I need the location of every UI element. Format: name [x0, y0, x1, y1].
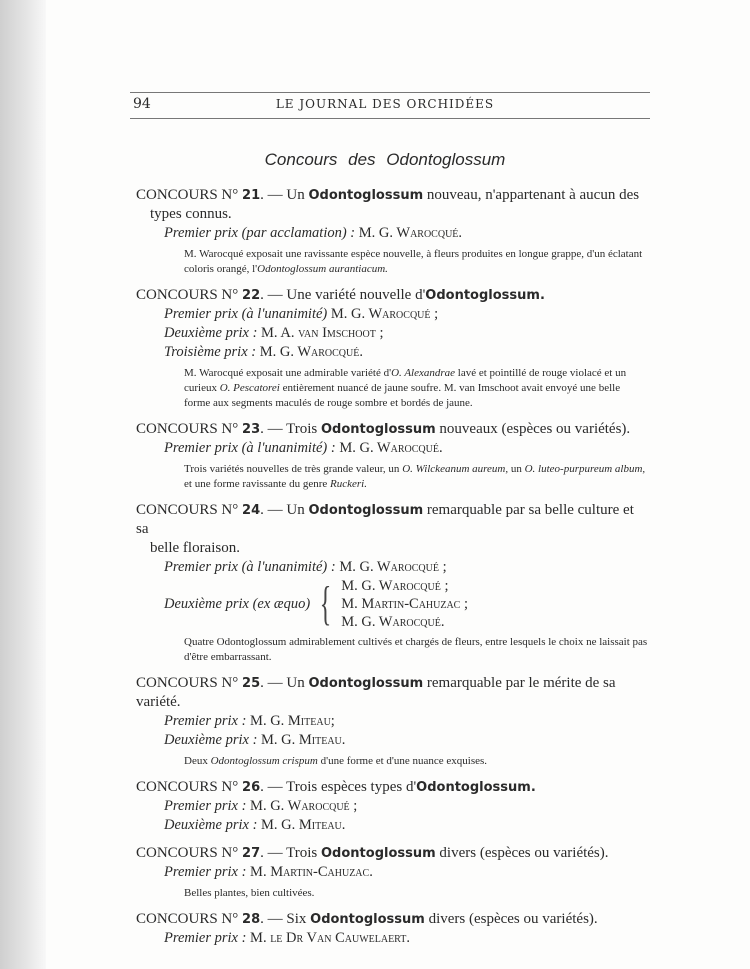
concours-dash: . — Trois	[260, 845, 321, 861]
prize-line	[136, 797, 648, 816]
note-segment: M. Warocqué exposait une admirable variété d'	[184, 367, 392, 379]
jury-note	[136, 366, 648, 411]
prize-label: Troisième prix :	[164, 344, 257, 360]
concours-dash: . — Trois	[260, 421, 321, 437]
jury-note	[136, 635, 648, 665]
concours-label: CONCOURS N°	[136, 421, 243, 437]
concours-subject: Odontoglossum	[310, 912, 425, 927]
concours-label: CONCOURS N°	[136, 502, 243, 518]
note-segment: un	[508, 463, 525, 475]
prize-label: Deuxième prix :	[164, 732, 258, 748]
concours-dash: . — Six	[260, 911, 311, 927]
prize-winner: M. Martin-Cahuzac.	[250, 864, 373, 880]
ex-aequo-prize	[136, 577, 648, 631]
concours-label: CONCOURS N°	[136, 911, 243, 927]
prize-winner: M. G. Warocqué.	[341, 614, 445, 630]
page-number: 94	[133, 96, 151, 112]
prize-winner: M. G. Miteau.	[261, 732, 346, 748]
concours-number: 21	[242, 188, 261, 203]
prize-winner: M. G. Warocqué ;	[341, 578, 449, 594]
prize-winner: M. G. Warocqué ;	[339, 559, 447, 575]
prize-line	[136, 712, 648, 731]
jury-note	[136, 462, 648, 492]
concours-section	[136, 420, 648, 492]
concours-label: CONCOURS N°	[136, 779, 243, 795]
concours-continuation: belle floraison.	[150, 540, 240, 556]
concours-description: divers (espèces ou variétés).	[435, 845, 609, 861]
jury-note	[136, 754, 648, 769]
concours-section	[136, 910, 648, 948]
prize-winner: M. G. Warocqué ;	[330, 306, 439, 322]
concours-subject: Odontoglossum	[321, 846, 436, 861]
prize-label: Deuxième prix (ex æquo)	[164, 596, 311, 612]
concours-section	[136, 674, 648, 769]
concours-label: CONCOURS N°	[136, 675, 243, 691]
prize-label: Deuxième prix :	[164, 817, 258, 833]
prize-line	[136, 324, 648, 343]
prize-label: Premier prix (par acclamation) :	[164, 225, 356, 241]
prize-winner: M. G. Warocqué.	[339, 440, 443, 456]
prize-winner: M. G. Warocqué.	[259, 344, 363, 360]
note-segment: et une forme ravissante du genre	[184, 478, 330, 490]
concours-description: remarquable par le mérite de sa variété.	[136, 675, 616, 710]
concours-subject: Odontoglossum.	[416, 780, 536, 795]
prize-winner: M. Martin-Cahuzac ;	[341, 596, 469, 612]
concours-dash: . — Une variété nouvelle d'	[260, 287, 426, 303]
note-segment: entièrement nuancé de jaune soufre. M. van Imschoot avait envoyé une belle forme aux segments maculés de rouge sombre et bordés de jaune.	[184, 382, 621, 409]
concours-heading	[136, 186, 648, 224]
prize-label: Premier prix (à l'unanimité) :	[164, 440, 336, 456]
concours-number: 26	[242, 780, 261, 795]
concours-heading	[136, 286, 648, 305]
concours-section	[136, 286, 648, 411]
prize-line	[136, 863, 648, 882]
concours-number: 27	[242, 846, 261, 861]
concours-subject: Odontoglossum	[308, 676, 424, 691]
note-segment: O. luteo-purpureum album,	[524, 463, 646, 475]
note-segment: Odontoglossum crispum	[210, 755, 318, 767]
note-segment: O. Wilckeanum aureum,	[402, 463, 509, 475]
prize-winner: M. le Dr Van Cauwelaert.	[250, 930, 410, 946]
concours-section	[136, 844, 648, 901]
note-segment: Deux	[184, 755, 211, 767]
concours-section	[136, 186, 648, 277]
prize-line	[136, 305, 648, 324]
concours-section	[136, 501, 648, 665]
concours-number: 25	[242, 676, 261, 691]
concours-dash: . — Un	[260, 187, 309, 203]
concours-section	[136, 778, 648, 835]
prize-winner: M. G. Warocqué.	[358, 225, 463, 241]
concours-heading	[136, 674, 648, 712]
prize-label: Premier prix :	[164, 930, 247, 946]
prize-label: Premier prix :	[164, 864, 247, 880]
concours-dash: . — Trois espèces types d'	[260, 779, 417, 795]
concours-dash: . — Un	[260, 675, 309, 691]
concours-heading	[136, 844, 648, 863]
concours-subject: Odontoglossum.	[425, 288, 545, 303]
concours-description: nouveau, n'appartenant à aucun des	[423, 187, 640, 203]
note-segment: Odontoglossum aurantiacum.	[257, 263, 388, 275]
concours-heading	[136, 778, 648, 797]
note-segment: O. Alexandrae	[391, 367, 456, 379]
prize-line	[136, 929, 648, 948]
concours-description: nouveaux (espèces ou variétés).	[435, 421, 631, 437]
concours-number: 24	[242, 503, 261, 518]
concours-description: divers (espèces ou variétés).	[424, 911, 598, 927]
prize-label: Deuxième prix :	[164, 325, 258, 341]
concours-number: 22	[242, 288, 261, 303]
concours-heading	[136, 420, 648, 439]
note-segment: M. Warocqué exposait une ravissante espèce nouvelle, à fleurs produites en longue grappe, d'un éclatant coloris orangé, l'	[184, 248, 643, 275]
concours-subject: Odontoglossum	[308, 503, 424, 518]
concours-dash: . — Un	[260, 502, 309, 518]
prize-line	[136, 816, 648, 835]
concours-number: 28	[242, 912, 261, 927]
note-segment: O. Pescatorei	[219, 382, 280, 394]
prize-winner: M. G. Warocqué ;	[250, 798, 358, 814]
winners-list	[341, 577, 468, 631]
concours-subject: Odontoglossum	[321, 422, 436, 437]
running-title: LE JOURNAL DES ORCHIDÉES	[275, 97, 495, 111]
prize-label: Premier prix (à l'unanimité) :	[164, 559, 336, 575]
prize-line	[136, 439, 648, 458]
note-segment: Ruckeri.	[330, 478, 367, 490]
jury-note	[136, 247, 648, 277]
concours-continuation: types connus.	[150, 206, 232, 222]
concours-label: CONCOURS N°	[136, 187, 243, 203]
concours-label: CONCOURS N°	[136, 287, 243, 303]
prize-label: Premier prix :	[164, 713, 247, 729]
note-segment: d'une forme et d'une nuance exquises.	[317, 755, 488, 767]
prize-label: Premier prix :	[164, 798, 247, 814]
prize-label: Premier prix (à l'unanimité)	[164, 306, 328, 322]
header-rule	[130, 118, 650, 119]
jury-note	[136, 886, 648, 901]
prize-line	[136, 343, 648, 362]
prize-winner: M. A. van Imschoot ;	[261, 325, 384, 341]
note-segment: Quatre Odontoglossum admirablement cultivés et chargés de fleurs, entre lesquels le choix ne laissait pas d'être embarrassant.	[184, 636, 648, 663]
prize-line	[136, 224, 648, 243]
concours-label: CONCOURS N°	[136, 845, 243, 861]
concours-description: remarquable par sa belle culture et sa	[136, 502, 634, 537]
concours-heading	[136, 910, 648, 929]
prize-winner: M. G. Miteau;	[250, 713, 335, 729]
note-segment: Belles plantes, bien cultivées.	[184, 887, 315, 899]
concours-number: 23	[242, 422, 261, 437]
prize-line	[136, 731, 648, 750]
concours-heading	[136, 501, 648, 558]
scan-edge	[0, 0, 46, 969]
prize-line	[136, 558, 648, 577]
note-segment: Trois variétés nouvelles de très grande valeur, un	[184, 463, 403, 475]
brace-symbol: {	[319, 577, 332, 630]
note-segment: lavé et pointillé de rouge violacé et un curieux	[184, 367, 627, 394]
concours-subject: Odontoglossum	[308, 188, 424, 203]
top-rule	[130, 92, 650, 93]
section-title: Concours des Odontoglossum	[264, 150, 506, 169]
prize-winner: M. G. Miteau.	[261, 817, 346, 833]
article-body	[136, 186, 648, 957]
